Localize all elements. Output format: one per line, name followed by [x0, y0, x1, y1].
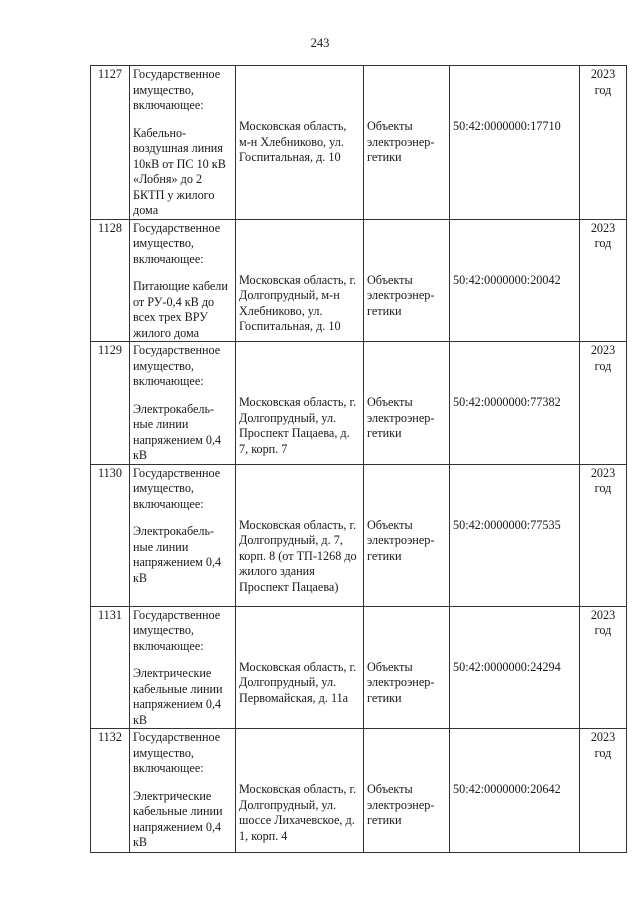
row-number: 1132 — [91, 729, 130, 853]
cadastral-number: 50:42:0000000:20642 — [453, 782, 561, 796]
cadastral-cell — [450, 729, 580, 853]
year-cell: 2023 год — [580, 66, 627, 220]
address-cell — [236, 606, 364, 729]
year-cell: 2023 год — [580, 729, 627, 853]
cadastral-cell — [450, 464, 580, 606]
object-name-cell — [130, 66, 236, 220]
address-cell — [236, 464, 364, 606]
year-cell: 2023 год — [580, 219, 627, 342]
address-cell — [236, 342, 364, 465]
type-cell — [364, 464, 450, 606]
address-text: Московская область, м-н Хлебниково, ул. Госпитальная, д. 10 — [239, 119, 347, 164]
table-row — [91, 342, 627, 465]
object-name-heading: Государственное имущество, включающее: — [133, 730, 221, 775]
object-name-cell — [130, 219, 236, 342]
cadastral-number: 50:42:0000000:77535 — [453, 517, 561, 532]
type-text: Объекты электроэнер-гетики — [367, 517, 435, 563]
row-number: 1127 — [91, 66, 130, 220]
year-cell: 2023 год — [580, 606, 627, 729]
type-cell — [364, 66, 450, 220]
address-text: Московская область, г. Долгопрудный, ул. Первомайская, д. 11а — [239, 659, 357, 705]
object-name-cell — [130, 464, 236, 606]
type-text: Объекты электроэнер-гетики — [367, 395, 435, 440]
year-cell: 2023 год — [580, 342, 627, 465]
object-name-detail: Электрокабель-ные линии напряжением 0,4 кВ — [133, 524, 222, 585]
object-name-heading: Государственное имущество, включающее: — [133, 465, 221, 511]
cadastral-number: 50:42:0000000:24294 — [453, 659, 561, 674]
address-text: Московская область, г. Долгопрудный, д. 7, корп. 8 (от ТП-1268 до жилого здания Проспект Пацаева) — [239, 517, 357, 594]
cadastral-number: 50:42:0000000:17710 — [453, 119, 561, 133]
cadastral-number: 50:42:0000000:20042 — [453, 272, 561, 287]
row-number: 1129 — [91, 342, 130, 465]
type-text: Объекты электроэнер-гетики — [367, 272, 435, 318]
object-name-heading: Государственное имущество, включающее: — [133, 607, 221, 653]
address-cell — [236, 66, 364, 220]
object-name-detail: Электрокабель-ные линии напряжением 0,4 кВ — [133, 401, 222, 462]
cadastral-cell — [450, 606, 580, 729]
object-name-cell — [130, 606, 236, 729]
row-number: 1131 — [91, 606, 130, 729]
table-row — [91, 66, 627, 220]
table-row — [91, 464, 627, 606]
year-cell: 2023 год — [580, 464, 627, 606]
address-cell — [236, 729, 364, 853]
object-name-cell — [130, 342, 236, 465]
address-text: Московская область, г. Долгопрудный, ул. шоссе Лихачевское, д. 1, корп. 4 — [239, 782, 357, 843]
object-name-detail: Электрические кабельные линии напряжением 0,4 кВ — [133, 788, 223, 849]
object-name-heading: Государственное имущество, включающее: — [133, 343, 221, 388]
type-cell — [364, 219, 450, 342]
page-number: 243 — [310, 36, 330, 50]
object-name-heading: Государственное имущество, включающее: — [133, 67, 221, 112]
type-cell — [364, 729, 450, 853]
cadastral-cell — [450, 66, 580, 220]
object-name-heading: Государственное имущество, включающее: — [133, 220, 221, 266]
row-number: 1128 — [91, 219, 130, 342]
type-cell — [364, 342, 450, 465]
table-row — [91, 606, 627, 729]
cadastral-cell — [450, 342, 580, 465]
type-cell — [364, 606, 450, 729]
cadastral-number: 50:42:0000000:77382 — [453, 395, 561, 409]
property-registry-table — [90, 65, 627, 853]
object-name-cell — [130, 729, 236, 853]
object-name-detail: Кабельно-воздушная линия 10кВ от ПС 10 кВ «Лобня» до 2 БКТП у жилого дома — [133, 125, 226, 217]
type-text: Объекты электроэнер-гетики — [367, 659, 435, 705]
cadastral-cell — [450, 219, 580, 342]
object-name-detail: Электрические кабельные линии напряжением 0,4 кВ — [133, 666, 223, 727]
address-text: Московская область, г. Долгопрудный, м-н Хлебниково, ул. Госпитальная, д. 10 — [239, 272, 357, 333]
row-number: 1130 — [91, 464, 130, 606]
object-name-detail: Питающие кабели от РУ-0,4 кВ до всех трех ВРУ жилого дома — [133, 279, 228, 340]
address-cell — [236, 219, 364, 342]
table-row — [91, 219, 627, 342]
address-text: Московская область, г. Долгопрудный, ул. Проспект Пацаева, д. 7, корп. 7 — [239, 395, 357, 456]
type-text: Объекты электроэнер-гетики — [367, 782, 435, 827]
type-text: Объекты электроэнер-гетики — [367, 119, 435, 164]
table-row — [91, 729, 627, 853]
